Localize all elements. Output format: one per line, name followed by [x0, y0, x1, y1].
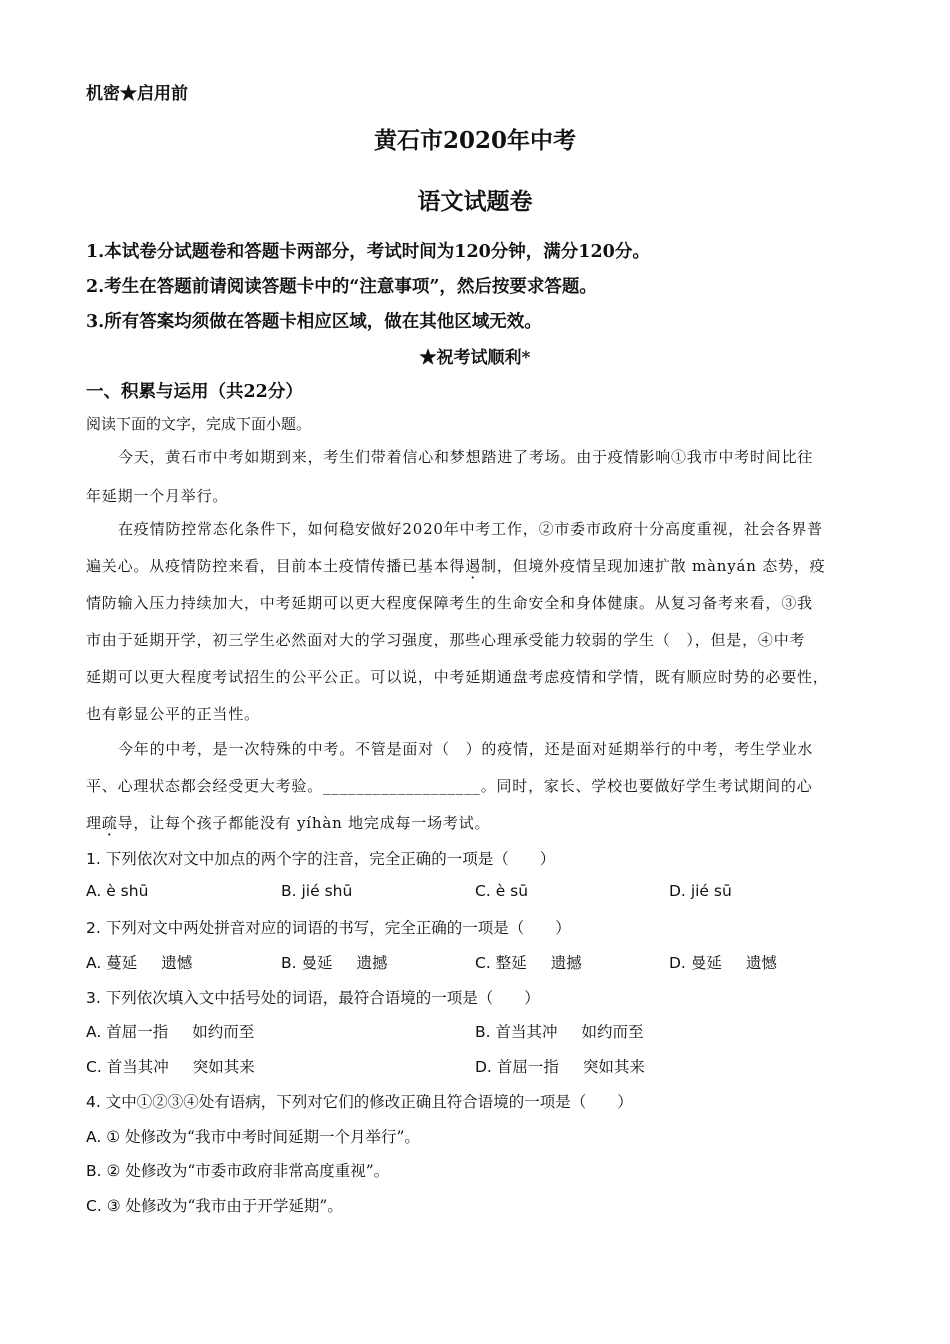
option-label: C. — [86, 1058, 102, 1076]
q2-option-b[interactable] — [281, 951, 388, 973]
passage-p3-line3 — [86, 812, 864, 833]
option-text: 曼延 — [690, 954, 722, 972]
passage-p2-line5: 延期可以更大程度考试招生的公平公正。可以说，中考延期通盘考虑疫情和学情，既有顺应时势的必要性， — [86, 668, 829, 686]
option-label: B. — [475, 1023, 491, 1041]
option-label: C. — [86, 1197, 102, 1215]
option-text-2: 遗憾 — [745, 954, 777, 972]
passage-text: 制，但境外疫情呈现加速扩散 mànyán 态势，疫 — [481, 557, 826, 575]
passage-text: 导，让每个孩子都能没有 yíhàn 地完成每一场考试。 — [117, 814, 491, 832]
q1-option-a[interactable] — [86, 882, 148, 900]
q2-option-a[interactable] — [86, 951, 192, 973]
q2-option-c[interactable] — [475, 951, 582, 973]
passage-p2-line4: 市由于延期开学，初三学生必然面对大的学习强度，那些心理承受能力较弱的学生（ ），但是，④中考 — [86, 631, 806, 649]
confidential-label: 机密★启用前 — [86, 84, 188, 104]
option-label: A. — [86, 954, 102, 972]
option-text: è sū — [495, 882, 529, 900]
question-stem: 下列依次填入文中括号处的词语，最符合语境的一项是（ ） — [105, 989, 540, 1007]
option-label: B. — [281, 954, 297, 972]
question-stem: 下列依次对文中加点的两个字的注音，完全正确的一项是（ ） — [105, 850, 556, 868]
option-text: ③ 处修改为“我市由于开学延期”。 — [106, 1197, 343, 1215]
option-label: C. — [475, 954, 491, 972]
option-text-2: 如约而至 — [192, 1023, 255, 1041]
question-3 — [86, 986, 540, 1008]
option-text: 首屈一指 — [496, 1058, 559, 1076]
option-text: 首当其冲 — [495, 1023, 558, 1041]
passage-p3-line2: 平、心理状态都会经受更大考验。___________________。同时，家长、学校也要做好学生考试期间的心 — [86, 777, 813, 795]
section-title: 一、积累与运用（共22分） — [86, 382, 303, 402]
q4-option-b[interactable] — [86, 1159, 389, 1181]
passage-p1-line1: 今天，黄石市中考如期到来，考生们带着信心和梦想踏进了考场。由于疫情影响①我市中考时间比往 — [118, 448, 814, 466]
instruction-3: 3.所有答案均须做在答题卡相应区域，做在其他区域无效。 — [86, 312, 542, 332]
passage-p2-line1: 在疫情防控常态化条件下，如何稳安做好2020年中考工作，②市委市政府十分高度重视，社会各界普 — [118, 520, 823, 538]
dotted-char-e: 遏 — [465, 557, 482, 575]
q1-option-b[interactable] — [281, 882, 352, 900]
question-stem: 文中①②③④处有语病，下列对它们的修改正确且符合语境的一项是（ ） — [105, 1093, 633, 1111]
option-text: 曼延 — [301, 954, 333, 972]
question-2 — [86, 916, 571, 938]
q1-option-d[interactable] — [669, 882, 732, 900]
option-text-2: 遗憾 — [161, 954, 193, 972]
question-number: 3. — [86, 989, 101, 1007]
exam-subtitle: 语文试题卷 — [417, 188, 533, 215]
question-number: 1. — [86, 850, 101, 868]
option-text: 蔓延 — [106, 954, 138, 972]
option-label: B. — [281, 882, 297, 900]
option-text: jié sū — [690, 882, 732, 900]
option-text-2: 如约而至 — [581, 1023, 644, 1041]
q3-option-a[interactable] — [86, 1020, 254, 1042]
q1-option-c[interactable] — [475, 882, 528, 900]
option-label: D. — [669, 882, 686, 900]
question-1 — [86, 847, 555, 869]
question-number: 2. — [86, 919, 101, 937]
q2-option-d[interactable] — [669, 951, 777, 973]
q4-option-c[interactable] — [86, 1194, 343, 1216]
passage-p2-line3: 情防输入压力持续加大，中考延期可以更大程度保障考生的生命安全和身体健康。从复习备考来看，③我 — [86, 594, 813, 612]
passage-p2-line6: 也有彰显公平的正当性。 — [86, 705, 260, 723]
option-label: A. — [86, 1128, 102, 1146]
option-label: A. — [86, 882, 102, 900]
instruction-1: 1.本试卷分试题卷和答题卡两部分，考试时间为120分钟，满分120分。 — [86, 242, 650, 262]
option-text: ① 处修改为“我市中考时间延期一个月举行”。 — [106, 1128, 420, 1146]
option-text-2: 突如其来 — [582, 1058, 645, 1076]
option-text: 整延 — [495, 954, 527, 972]
option-text-2: 突如其来 — [192, 1058, 255, 1076]
passage-p1-line2: 年延期一个月举行。 — [86, 487, 229, 505]
option-label: C. — [475, 882, 491, 900]
option-text-2: 遗撼 — [356, 954, 388, 972]
option-text: 首屈一指 — [106, 1023, 169, 1041]
q3-option-b[interactable] — [475, 1020, 644, 1042]
option-label: A. — [86, 1023, 102, 1041]
option-text: 首当其冲 — [106, 1058, 169, 1076]
option-text-2: 遗撼 — [550, 954, 582, 972]
exam-title: 黄石市2020年中考 — [373, 127, 576, 154]
question-number: 4. — [86, 1093, 101, 1111]
option-text: è shū — [106, 882, 149, 900]
q4-option-a[interactable] — [86, 1125, 420, 1147]
option-label: D. — [669, 954, 686, 972]
good-luck-line: ★祝考试顺利* — [419, 348, 531, 368]
dotted-char-shu: 疏 — [101, 814, 118, 832]
passage-p3-line1: 今年的中考，是一次特殊的中考。不管是面对（ ）的疫情，还是面对延期举行的中考，考生学业水 — [118, 740, 814, 758]
q3-option-c[interactable] — [86, 1055, 255, 1077]
option-label: B. — [86, 1162, 102, 1180]
passage-text: 遍关心。从疫情防控来看，目前本土疫情传播已基本得 — [86, 557, 466, 575]
section-lead: 阅读下面的文字，完成下面小题。 — [86, 415, 312, 433]
instruction-2: 2.考生在答题前请阅读答题卡中的“注意事项”，然后按要求答题。 — [86, 277, 597, 297]
option-label: D. — [475, 1058, 492, 1076]
passage-p2-line2 — [86, 555, 864, 576]
q3-option-d[interactable] — [475, 1055, 645, 1077]
question-stem: 下列对文中两处拼音对应的词语的书写，完全正确的一项是（ ） — [105, 919, 571, 937]
option-text: jié shū — [301, 882, 353, 900]
question-4 — [86, 1090, 633, 1112]
passage-text: 理 — [86, 814, 102, 832]
option-text: ② 处修改为“市委市政府非常高度重视”。 — [106, 1162, 390, 1180]
